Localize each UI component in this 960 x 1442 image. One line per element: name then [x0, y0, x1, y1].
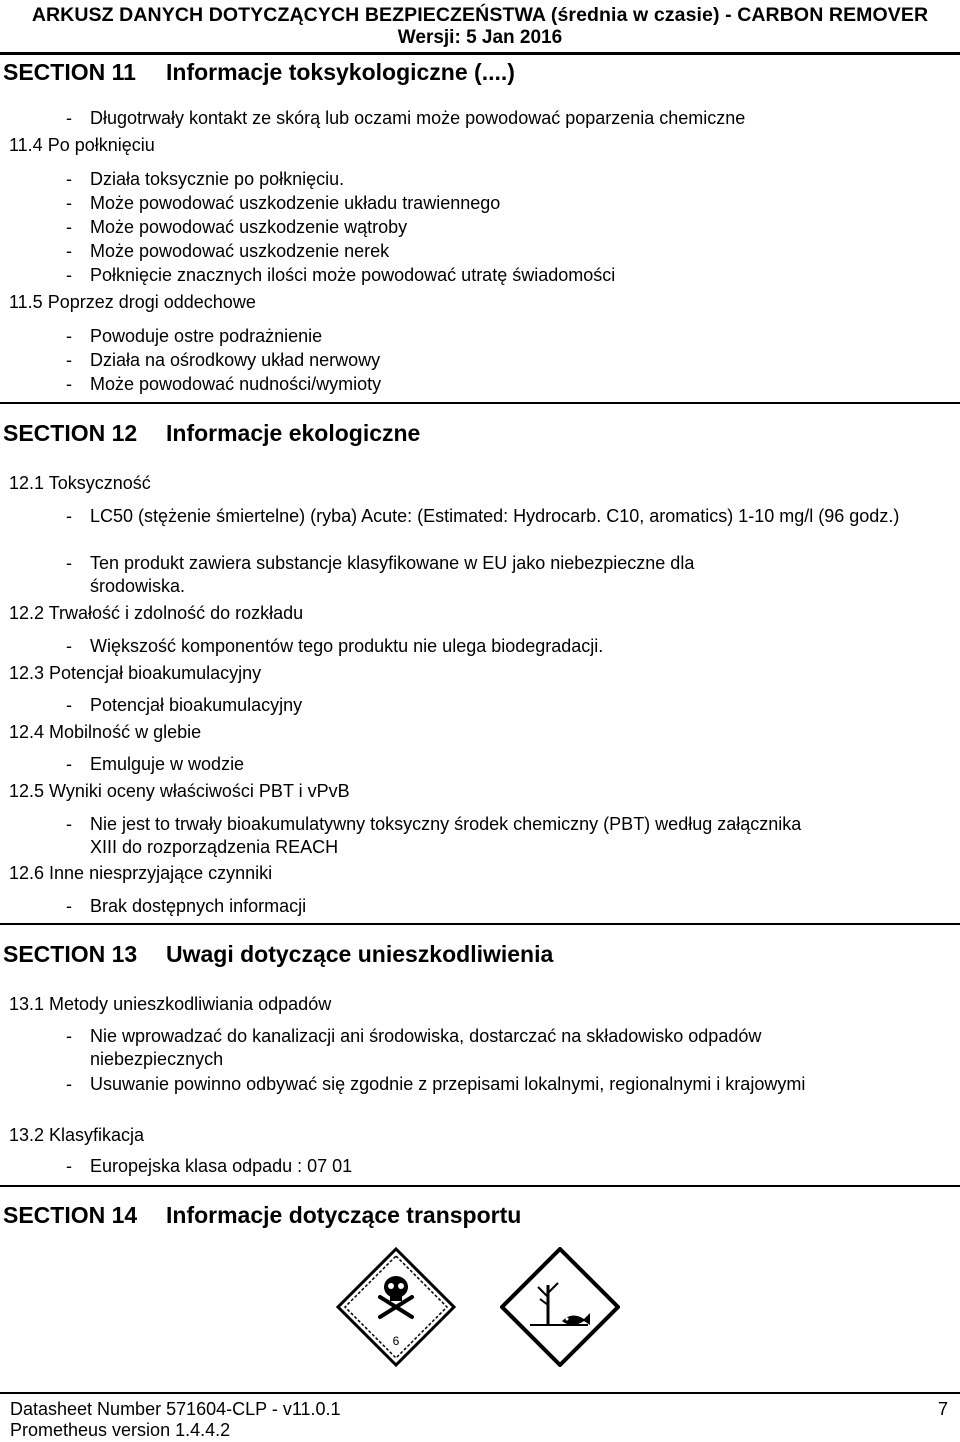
list-item: - Ten produkt zawiera substancje klasyfikowane w EU jako niebezpieczne dla środowiska.	[66, 553, 695, 596]
subsection-12-6: 12.6 Inne niesprzyjające czynniki	[9, 863, 273, 883]
document-title: ARKUSZ DANYCH DOTYCZĄCYCH BEZPIECZEŃSTWA (średnia w czasie) - CARBON REMOVER	[31, 4, 929, 26]
subsection-12-1: 12.1 Toksyczność	[9, 473, 151, 493]
list-item: - Brak dostępnych informacji	[66, 896, 307, 916]
list-item: - Powoduje ostre podrażnienie	[66, 326, 323, 346]
section-13-number: SECTION 13	[3, 941, 138, 967]
page-number: 7	[937, 1399, 948, 1419]
environment-hazard-icon	[500, 1247, 620, 1367]
list-item: - Działa toksycznie po połknięciu.	[66, 169, 345, 189]
list-item: - Emulguje w wodzie	[66, 754, 245, 774]
list-item: - Może powodować nudności/wymioty	[66, 374, 382, 394]
list-item: - Może powodować uszkodzenie wątroby	[66, 217, 408, 237]
subsection-12-3: 12.3 Potencjał bioakumulacyjny	[9, 663, 262, 683]
section-11-title: Informacje toksykologiczne (....)	[166, 59, 515, 85]
list-item: - Usuwanie powinno odbywać się zgodnie z przepisami lokalnymi, regionalnymi i krajowymi	[66, 1074, 806, 1094]
section-12-number: SECTION 12	[3, 420, 138, 446]
section-divider	[0, 923, 960, 925]
class-number-label: 6	[392, 1334, 400, 1348]
section-divider	[0, 1185, 960, 1187]
subsection-13-2: 13.2 Klasyfikacja	[9, 1125, 145, 1145]
section-13-title: Uwagi dotyczące unieszkodliwienia	[166, 941, 554, 967]
list-item: - Może powodować uszkodzenie nerek	[66, 241, 390, 261]
list-item: - Może powodować uszkodzenie układu trawiennego	[66, 193, 501, 213]
section-divider	[0, 402, 960, 404]
header-divider	[0, 52, 960, 55]
list-item: - Potencjał bioakumulacyjny	[66, 695, 303, 715]
subsection-12-5: 12.5 Wyniki oceny właściwości PBT i vPvB	[9, 781, 350, 801]
footer-divider	[0, 1392, 960, 1394]
list-item: - Działa na ośrodkowy układ nerwowy	[66, 350, 381, 370]
subsection-11-5: 11.5 Poprzez drogi oddechowe	[9, 292, 256, 312]
subsection-12-4: 12.4 Mobilność w glebie	[9, 722, 202, 742]
list-item: - LC50 (stężenie śmiertelne) (ryba) Acute: (Estimated: Hydrocarb. C10, aromatics) 1-10 mg/l (96 godz.)	[66, 506, 900, 526]
section-14-title: Informacje dotyczące transportu	[166, 1202, 522, 1228]
list-item: - Europejska klasa odpadu : 07 01	[66, 1156, 353, 1176]
list-item: - Większość komponentów tego produktu nie ulega biodegradacji.	[66, 636, 604, 656]
section-14-number: SECTION 14	[3, 1202, 138, 1228]
toxic-skull-crossbones-icon	[336, 1247, 456, 1367]
subsection-12-2: 12.2 Trwałość i zdolność do rozkładu	[9, 603, 304, 623]
list-item: - Nie jest to trwały bioakumulatywny toksyczny środek chemiczny (PBT) według załącznika XIII do rozporządzenia REACH	[66, 814, 802, 857]
prometheus-version: Prometheus version 1.4.4.2	[10, 1420, 231, 1440]
section-11-number: SECTION 11	[3, 59, 136, 85]
subsection-11-4: 11.4 Po połknięciu	[9, 135, 155, 155]
document-version: Wersji: 5 Jan 2016	[397, 27, 563, 48]
datasheet-number: Datasheet Number 571604-CLP - v11.0.1	[10, 1399, 341, 1419]
list-item: - Nie wprowadzać do kanalizacji ani środowiska, dostarczać na składowisko odpadów niebezpiecznych	[66, 1026, 762, 1069]
section-12-title: Informacje ekologiczne	[166, 420, 421, 446]
subsection-13-1: 13.1 Metody unieszkodliwiania odpadów	[9, 994, 332, 1014]
list-item: - Połknięcie znacznych ilości może powodować utratę świadomości	[66, 265, 616, 285]
list-item: - Długotrwały kontakt ze skórą lub oczami może powodować poparzenia chemiczne	[66, 108, 746, 128]
